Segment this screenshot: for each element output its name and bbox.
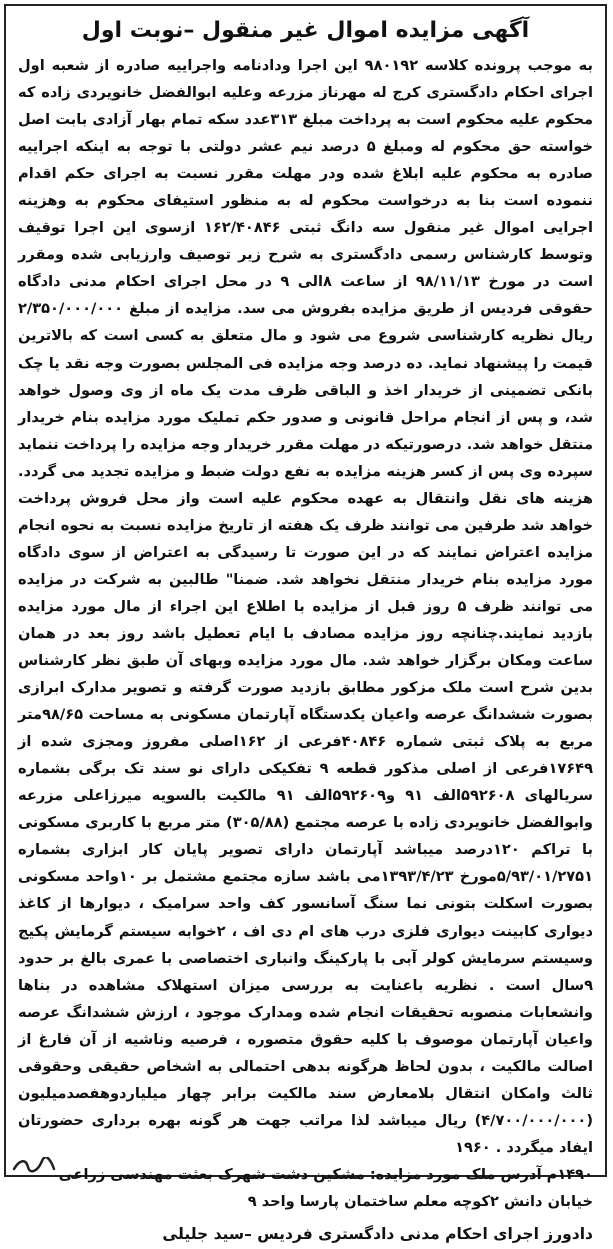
notice-body: به موجب پرونده کلاسه ۹۸۰۱۹۲ این اجرا ودادنامه واجراییه صادره از شعبه اول اجرای احکام دادگستری کرج له مهرناز مزرعه وعلیه ابوالفضل خانویردی زاده که محکوم علیه محکوم است به پرداخت مبلغ ۳۱۳عدد سکه تمام بهار آزادی بابت اصل خواسته حق محکوم له ومبلغ ۵ درصد نیم عشر دولتی با توجه به اینکه اجراییه صادره به محکوم علیه ابلاغ شده ودر مهلت مقرر نسبت به اجرای حکم اقدام ننموده است بنا به درخواست محکوم له به منظور استیفای محکوم به وهزینه اجرایی اموال غیر منقول سه دانگ ثبتی ۱۶۲/۴۰۸۴۶ ازسوی این اجرا توقیف وتوسط کارشناس رسمی دادگستری به شرح زیر توصیف وارزیابی شده ومقرر است در مورخ ۹۸/۱۱/۱۳ از ساعت ۸الی ۹ در محل اجرای احکام مدنی دادگاه حقوقی فردیس از طریق مزایده بفروش می سد. مزایده از مبلغ ۲/۳۵۰/۰۰۰/۰۰۰ ریال نظریه کارشناسی شروع می شود و مال متعلق به کسی است که بالاترین قیمت را پیشنهاد نماید. ده درصد وجه مزایده فی المجلس بصورت وجه نقد یا چک بانکی تضمینی از خریدار اخذ و الباقی ظرف مدت یک ماه از وی وصول خواهد شد، و پس از انجام مراحل قانونی و صدور حکم تملیک مورد مزایده بنام خریدار منتقل خواهد شد. درصورتیکه در مهلت مقرر خریدار وجه مزایده را پرداخت ننماید سپرده وی پس از کسر هزینه مزایده به نفع دولت ضبط و مزایده تجدید می گردد. هزینه های نقل وانتقال به عهده محکوم علیه است واز محل فروش پرداخت خواهد شد طرفین می توانند ظرف یک هفته از تاریخ مزایده نسبت به نحوه انجام مزایده اعتراض نمایند که در این صورت تا رسیدگی به اعتراض از سوی دادگاه مورد مزایده بنام خریدار منتقل نخواهد شد. ضمنا" طالبین به شرکت در مزایده می توانند ظرف ۵ روز قبل از مزایده با اطلاع این اجراء از مال مورد مزایده بازدید نمایند.چنانچه روز مزایده مصادف با ایام تعطیل باشد روز بعد در همان ساعت ومکان برگزار خواهد شد. مال مورد مزایده وبهای آن طبق نظر کارشناس بدین شرح است ملک مزکور مطابق بازدید صورت گرفته و تصویر مدارک ابرازی بصورت ششدانگ عرصه واعیان یکدستگاه آپارتمان مسکونی به مساحت ۹۸/۶۵متر مربع به پلاک ثبتی شماره ۴۰۸۴۶فرعی از ۱۶۲اصلی مفروز ومجزی شده از ۱۷۶۴۹فرعی از اصلی مذکور قطعه ۹ تفکیکی دارای نو سند تک برگی بشماره سریالهای ۵۹۲۶۰۸الف ۹۱ و۵۹۲۶۰۹الف ۹۱ مالکیت بالسویه میرزاعلی مزرعه وابوالفضل خانویردی زاده با عرصه مجتمع (۳۰۵/۸۸) متر مربع با کاربری مسکونی با تراکم ۱۲۰درصد میباشد آپارتمان دارای تصویر پایان کار ابزاری بشماره ۵/۹۳/۰۱/۲۷۵۱مورخ ۱۳۹۳/۴/۲۳می باشد سازه مجتمع مشتمل بر ۱۰واحد مسکونی بصورت اسکلت بتونی نما سنگ آسانسور کف واحد سرامیک ، دیوارها از کاغذ دیواری کابینت دیواری فلزی درب های ام دی اف ، ۲خوابه سیستم گرمایش پکیج وسیستم سرمایش کولر آبی با پارکینگ وانباری اختصاصی با عمری بالغ بر حدود ۹سال است . نظریه باعنایت به بررسی میزان استهلاک مشاهده در بناها وانشعابات منصوبه تحقیقات انجام شده ومدارک موجود ، ارزش ششدانگ عرصه واعیان آپارتمان موصوف با کلیه حقوق متصوره ، فرصیه وناشیه از آن فارغ از اصالت مالکیت ، بدون لحاظ هرگونه بدهی احتمالی به اشخاص حقیقی وحقوقی ثالث وامکان انتقال بلامعارض سند مالکیت برابر چهار میلیاردوهفصدمیلیون (۴/۷۰۰/۰۰۰/۰۰۰) ریال میباشد لذا مراتب جهت هر گونه بهره برداری حضورتان ایفاد میگردد . ۱۹۶۰ [18,57,594,1156]
auction-notice [4,4,607,1243]
signature-line: دادورز اجرای احکام مدنی دادگستری فردیس –سید جلیلی [162,1224,593,1243]
notice-title: آگهی مزایده اموال غیر منقول –نوبت اول [81,18,530,43]
property-address: ۱۴۹۰م آدرس ملک مورد مزایده: مشکین دشت شهرک بعثت مهندسی زراعی خیابان دانش ۲کوچه معلم ساختمان پارسا واحد ۹ [58,1165,593,1210]
handwritten-mark-icon [12,1157,56,1173]
